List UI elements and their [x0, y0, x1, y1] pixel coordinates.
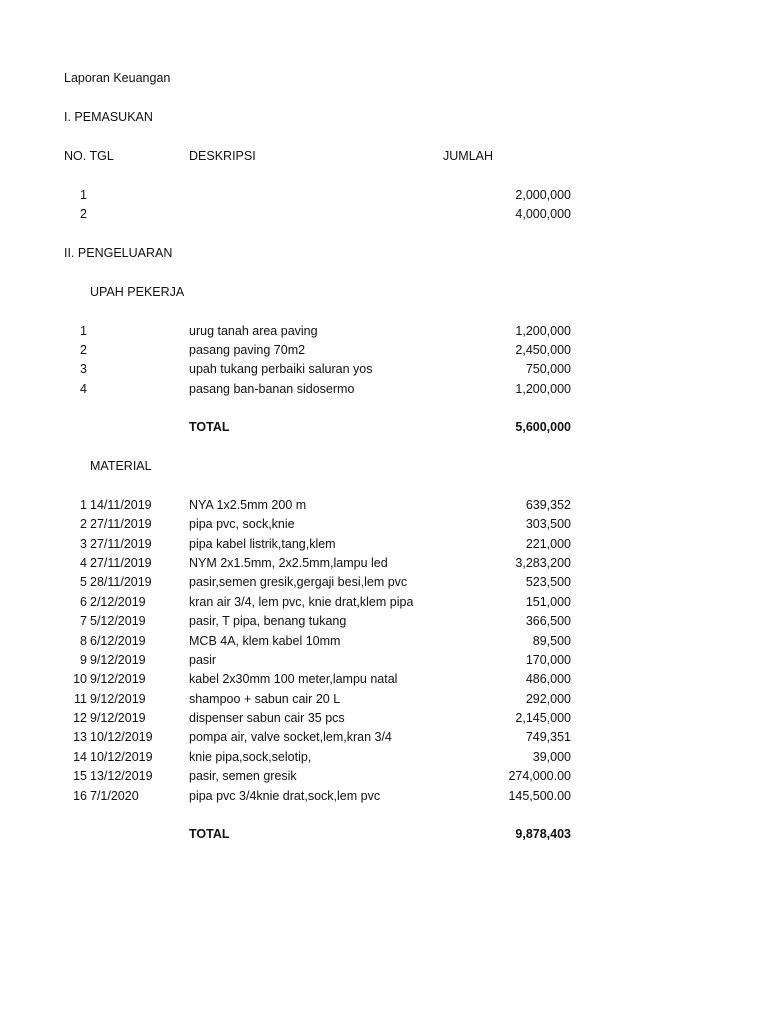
row-number: 4 — [80, 382, 87, 396]
row-date: 27/11/2019 — [90, 517, 152, 531]
material-row — [0, 670, 768, 689]
material-row — [0, 612, 768, 631]
row-number: 1 — [80, 498, 87, 512]
income-heading-line — [0, 108, 768, 127]
row-amount: 4,000,000 — [515, 207, 571, 221]
row-number: 3 — [80, 537, 87, 551]
row-number: 6 — [80, 595, 87, 609]
row-number: 2 — [80, 343, 87, 357]
material-row — [0, 651, 768, 670]
expenses-heading-line — [0, 244, 768, 263]
row-amount: 221,000 — [525, 537, 571, 551]
row-description: pasir, T pipa, benang tukang — [189, 614, 347, 628]
row-amount: 2,000,000 — [515, 188, 571, 202]
row-number: 2 — [80, 207, 87, 221]
row-number: 7 — [80, 614, 87, 628]
row-amount: 274,000.00 — [508, 769, 571, 783]
row-number: 9 — [80, 653, 87, 667]
material-row — [0, 728, 768, 747]
income-heading: I. PEMASUKAN — [64, 110, 153, 124]
row-description: pasang paving 70m2 — [189, 343, 306, 357]
row-description: pasir,semen gresik,gergaji besi,lem pvc — [189, 575, 408, 589]
expenses-heading: II. PENGELUARAN — [64, 246, 173, 260]
row-date: 13/12/2019 — [90, 769, 153, 783]
material-row — [0, 748, 768, 767]
report-title: Laporan Keuangan — [64, 71, 171, 85]
row-description: pasir — [189, 653, 217, 667]
row-amount: 749,351 — [525, 730, 571, 744]
row-date: 10/12/2019 — [90, 730, 153, 744]
row-date: 27/11/2019 — [90, 537, 152, 551]
material-row — [0, 787, 768, 806]
row-amount: 292,000 — [525, 692, 571, 706]
row-description: pasir, semen gresik — [189, 769, 297, 783]
material-row — [0, 535, 768, 554]
row-date: 7/1/2020 — [90, 789, 139, 803]
income-row — [0, 186, 768, 205]
row-description: pipa pvc 3/4knie drat,sock,lem pvc — [189, 789, 381, 803]
row-date: 9/12/2019 — [90, 672, 146, 686]
row-amount: 89,500 — [532, 634, 571, 648]
row-date: 28/11/2019 — [90, 575, 152, 589]
labor-heading-line — [0, 283, 768, 302]
row-amount: 1,200,000 — [515, 382, 571, 396]
column-header-deskripsi: DESKRIPSI — [189, 149, 256, 163]
row-amount: 639,352 — [525, 498, 571, 512]
row-description: pompa air, valve socket,lem,kran 3/4 — [189, 730, 392, 744]
row-date: 2/12/2019 — [90, 595, 146, 609]
material-total-row — [0, 825, 768, 844]
row-number: 14 — [73, 750, 87, 764]
column-header-no-tgl: NO. TGL — [64, 149, 114, 163]
material-row — [0, 554, 768, 573]
labor-row — [0, 322, 768, 341]
material-total-label: TOTAL — [189, 827, 230, 841]
row-description: pasang ban-banan sidosermo — [189, 382, 355, 396]
row-amount: 151,000 — [525, 595, 571, 609]
row-number: 12 — [73, 711, 87, 725]
material-row — [0, 573, 768, 592]
row-date: 10/12/2019 — [90, 750, 153, 764]
row-number: 11 — [74, 692, 87, 706]
material-heading: MATERIAL — [90, 459, 152, 473]
row-description: kabel 2x30mm 100 meter,lampu natal — [189, 672, 398, 686]
row-date: 27/11/2019 — [90, 556, 152, 570]
row-amount: 750,000 — [525, 362, 571, 376]
row-description: NYM 2x1.5mm, 2x2.5mm,lampu led — [189, 556, 388, 570]
row-amount: 1,200,000 — [515, 324, 571, 338]
labor-total-label: TOTAL — [189, 420, 230, 434]
labor-row — [0, 380, 768, 399]
labor-total-row — [0, 418, 768, 437]
row-number: 13 — [73, 730, 87, 744]
column-header-jumlah: JUMLAH — [443, 149, 494, 163]
material-total-amount: 9,878,403 — [515, 827, 571, 841]
row-description: pipa pvc, sock,knie — [189, 517, 295, 531]
row-description: knie pipa,sock,selotip, — [189, 750, 312, 764]
material-row — [0, 767, 768, 786]
material-heading-line — [0, 457, 768, 476]
row-number: 10 — [73, 672, 87, 686]
row-number: 2 — [80, 517, 87, 531]
row-description: dispenser sabun cair 35 pcs — [189, 711, 345, 725]
material-row — [0, 515, 768, 534]
row-description: pipa kabel listrik,tang,klem — [189, 537, 336, 551]
title-line — [0, 69, 768, 88]
row-amount: 523,500 — [525, 575, 571, 589]
material-row — [0, 709, 768, 728]
row-number: 4 — [80, 556, 87, 570]
income-row — [0, 205, 768, 224]
row-description: shampoo + sabun cair 20 L — [189, 692, 341, 706]
row-amount: 366,500 — [525, 614, 571, 628]
row-amount: 2,450,000 — [515, 343, 571, 357]
row-amount: 3,283,200 — [515, 556, 571, 570]
row-number: 15 — [73, 769, 87, 783]
row-number: 16 — [73, 789, 87, 803]
material-row — [0, 496, 768, 515]
row-amount: 170,000 — [525, 653, 571, 667]
row-description: urug tanah area paving — [189, 324, 318, 338]
row-date: 5/12/2019 — [90, 614, 146, 628]
row-description: NYA 1x2.5mm 200 m — [189, 498, 307, 512]
material-row — [0, 632, 768, 651]
row-number: 3 — [80, 362, 87, 376]
row-date: 9/12/2019 — [90, 711, 146, 725]
row-number: 8 — [80, 634, 87, 648]
row-amount: 2,145,000 — [515, 711, 571, 725]
labor-total-amount: 5,600,000 — [515, 420, 571, 434]
row-date: 9/12/2019 — [90, 692, 146, 706]
labor-row — [0, 341, 768, 360]
row-date: 9/12/2019 — [90, 653, 146, 667]
labor-row — [0, 360, 768, 379]
row-description: MCB 4A, klem kabel 10mm — [189, 634, 341, 648]
row-number: 1 — [80, 324, 87, 338]
labor-heading: UPAH PEKERJA — [90, 285, 185, 299]
material-row — [0, 593, 768, 612]
row-date: 6/12/2019 — [90, 634, 146, 648]
row-amount: 486,000 — [525, 672, 571, 686]
column-header-row — [0, 147, 768, 166]
row-amount: 303,500 — [525, 517, 571, 531]
row-number: 1 — [80, 188, 87, 202]
row-date: 14/11/2019 — [90, 498, 152, 512]
material-row — [0, 690, 768, 709]
row-description: kran air 3/4, lem pvc, knie drat,klem pipa — [189, 595, 414, 609]
row-amount: 145,500.00 — [508, 789, 571, 803]
row-description: upah tukang perbaiki saluran yos — [189, 362, 373, 376]
row-number: 5 — [80, 575, 87, 589]
row-amount: 39,000 — [532, 750, 571, 764]
